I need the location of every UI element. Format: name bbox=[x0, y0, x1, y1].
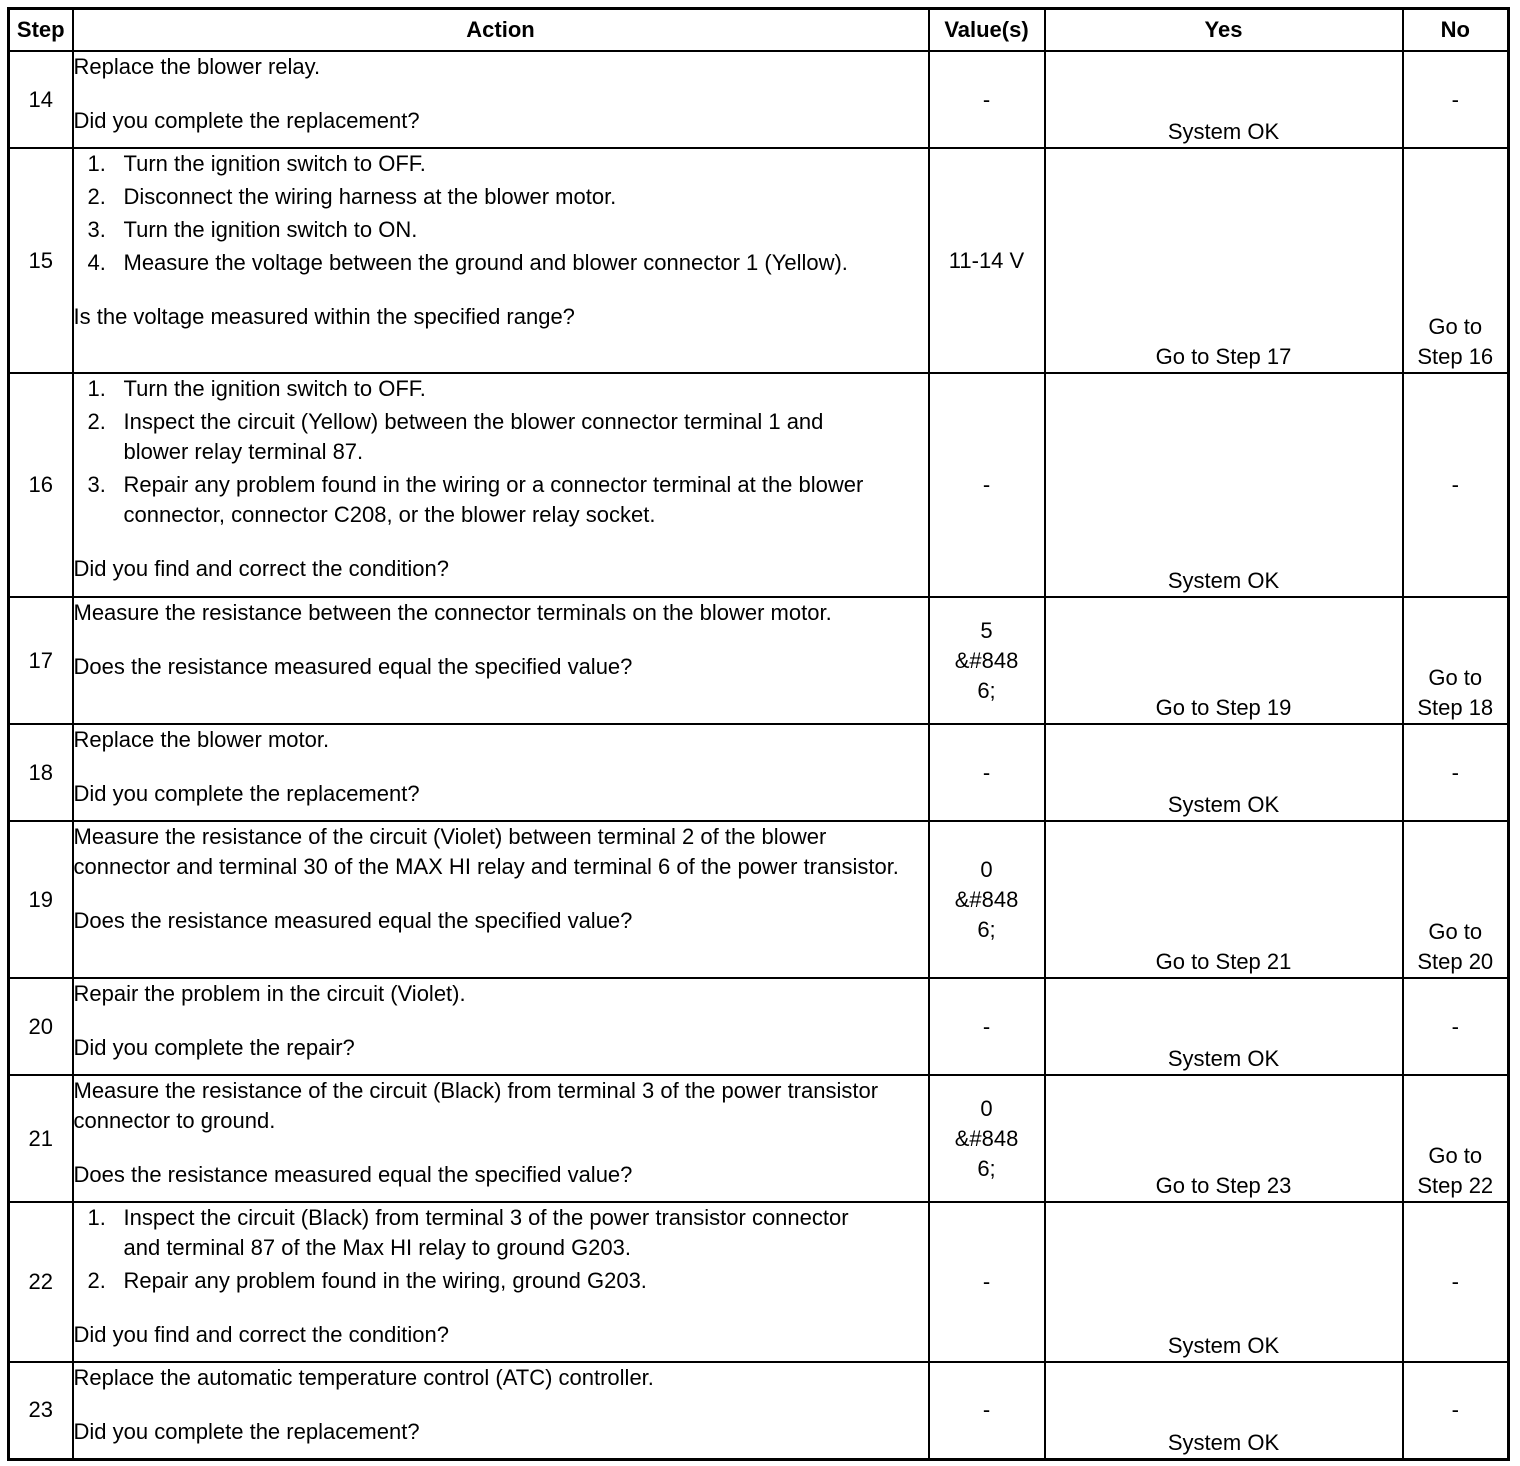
yes-cell: Go to Step 21 bbox=[1045, 821, 1403, 978]
header-no: No bbox=[1403, 9, 1509, 52]
table-row bbox=[9, 724, 1509, 821]
list-item-text: Disconnect the wiring harness at the blower motor. bbox=[123, 184, 617, 209]
action-question: Did you complete the replacement? bbox=[73, 781, 420, 806]
action-instruction: Replace the automatic temperature control (ATC) controller. bbox=[73, 1365, 654, 1390]
action-instruction: Replace the blower motor. bbox=[73, 727, 330, 752]
action-step-list bbox=[74, 1203, 928, 1296]
diagnostic-table-page bbox=[7, 7, 1507, 1461]
value-cell: 5 &#8486; bbox=[929, 597, 1045, 724]
table-header-row bbox=[9, 9, 1509, 52]
value-cell: - bbox=[929, 978, 1045, 1075]
action-question: Did you complete the replacement? bbox=[73, 108, 420, 133]
list-item-number: 3. bbox=[87, 217, 106, 242]
step-number: 21 bbox=[9, 1075, 73, 1202]
list-item bbox=[74, 182, 928, 212]
yes-cell: System OK bbox=[1045, 1362, 1403, 1459]
table-row bbox=[9, 51, 1509, 148]
list-item-text: Inspect the circuit (Yellow) between the blower connector terminal 1 and blower relay terminal 87. bbox=[123, 409, 824, 464]
no-cell: Go to Step 20 bbox=[1403, 821, 1509, 978]
yes-cell: Go to Step 19 bbox=[1045, 597, 1403, 724]
action-question: Does the resistance measured equal the specified value? bbox=[73, 654, 633, 679]
action-instruction: Measure the resistance between the connector terminals on the blower motor. bbox=[73, 600, 832, 625]
yes-cell: System OK bbox=[1045, 1202, 1403, 1362]
step-number: 19 bbox=[9, 821, 73, 978]
list-item bbox=[74, 407, 928, 467]
list-item-number: 1. bbox=[87, 376, 106, 401]
step-number: 18 bbox=[9, 724, 73, 821]
value-cell: - bbox=[929, 51, 1045, 148]
list-item-number: 2. bbox=[87, 409, 106, 434]
yes-cell: System OK bbox=[1045, 51, 1403, 148]
table-row bbox=[9, 373, 1509, 597]
list-item-text: Repair any problem found in the wiring or a connector terminal at the blower connector, connector C208, or the blower relay socket. bbox=[123, 472, 864, 527]
list-item-text: Turn the ignition switch to OFF. bbox=[123, 376, 426, 401]
no-cell: - bbox=[1403, 724, 1509, 821]
step-number: 15 bbox=[9, 148, 73, 373]
no-cell: - bbox=[1403, 1202, 1509, 1362]
action-instruction: Repair the problem in the circuit (Violet). bbox=[73, 981, 466, 1006]
no-cell: Go to Step 16 bbox=[1403, 148, 1509, 373]
list-item bbox=[74, 215, 928, 245]
action-question: Did you find and correct the condition? bbox=[73, 1322, 449, 1347]
step-number: 14 bbox=[9, 51, 73, 148]
list-item bbox=[74, 374, 928, 404]
header-yes: Yes bbox=[1045, 9, 1403, 52]
action-cell bbox=[73, 148, 929, 373]
list-item-text: Inspect the circuit (Black) from terminal 3 of the power transistor connector and terminal 87 of the Max HI relay to ground G203. bbox=[123, 1205, 849, 1260]
list-item-number: 3. bbox=[87, 472, 106, 497]
yes-cell: System OK bbox=[1045, 373, 1403, 597]
table-row bbox=[9, 148, 1509, 373]
action-cell bbox=[73, 373, 929, 597]
value-cell: - bbox=[929, 1362, 1045, 1459]
action-step-list bbox=[74, 149, 928, 278]
step-number: 16 bbox=[9, 373, 73, 597]
action-cell bbox=[73, 1362, 929, 1459]
value-cell: - bbox=[929, 373, 1045, 597]
list-item bbox=[74, 1203, 928, 1263]
list-item-number: 2. bbox=[87, 184, 106, 209]
no-cell: - bbox=[1403, 1362, 1509, 1459]
header-values: Value(s) bbox=[929, 9, 1045, 52]
action-question: Did you complete the repair? bbox=[73, 1035, 355, 1060]
list-item bbox=[74, 248, 928, 278]
action-question: Did you complete the replacement? bbox=[73, 1419, 420, 1444]
action-cell bbox=[73, 597, 929, 724]
yes-cell: Go to Step 17 bbox=[1045, 148, 1403, 373]
action-cell bbox=[73, 51, 929, 148]
action-cell bbox=[73, 1202, 929, 1362]
header-action: Action bbox=[73, 9, 929, 52]
action-question: Does the resistance measured equal the specified value? bbox=[73, 908, 633, 933]
table-row bbox=[9, 1075, 1509, 1202]
table-row bbox=[9, 821, 1509, 978]
list-item-text: Turn the ignition switch to OFF. bbox=[123, 151, 426, 176]
value-cell: 0 &#8486; bbox=[929, 821, 1045, 978]
action-cell bbox=[73, 978, 929, 1075]
action-step-list bbox=[74, 374, 928, 530]
list-item-number: 1. bbox=[87, 1205, 106, 1230]
action-instruction: Replace the blower relay. bbox=[73, 54, 321, 79]
list-item-number: 4. bbox=[87, 250, 106, 275]
yes-cell: System OK bbox=[1045, 724, 1403, 821]
list-item bbox=[74, 470, 928, 530]
value-cell: - bbox=[929, 1202, 1045, 1362]
table-row bbox=[9, 1202, 1509, 1362]
no-cell: Go to Step 18 bbox=[1403, 597, 1509, 724]
list-item bbox=[74, 1266, 928, 1296]
no-cell: - bbox=[1403, 373, 1509, 597]
no-cell: - bbox=[1403, 51, 1509, 148]
action-cell bbox=[73, 821, 929, 978]
action-cell bbox=[73, 1075, 929, 1202]
action-question: Does the resistance measured equal the specified value? bbox=[73, 1162, 633, 1187]
yes-cell: System OK bbox=[1045, 978, 1403, 1075]
list-item-number: 2. bbox=[87, 1268, 106, 1293]
no-cell: Go to Step 22 bbox=[1403, 1075, 1509, 1202]
value-cell: - bbox=[929, 724, 1045, 821]
step-number: 20 bbox=[9, 978, 73, 1075]
step-number: 22 bbox=[9, 1202, 73, 1362]
step-number: 23 bbox=[9, 1362, 73, 1459]
list-item-text: Turn the ignition switch to ON. bbox=[123, 217, 418, 242]
list-item bbox=[74, 149, 928, 179]
list-item-text: Measure the voltage between the ground and blower connector 1 (Yellow). bbox=[123, 250, 848, 275]
header-step: Step bbox=[9, 9, 73, 52]
table-row bbox=[9, 597, 1509, 724]
table-row bbox=[9, 978, 1509, 1075]
yes-cell: Go to Step 23 bbox=[1045, 1075, 1403, 1202]
value-cell: 0 &#8486; bbox=[929, 1075, 1045, 1202]
diagnostic-steps-table bbox=[7, 7, 1510, 1461]
action-question: Is the voltage measured within the specified range? bbox=[73, 304, 575, 329]
value-cell: 11-14 V bbox=[929, 148, 1045, 373]
action-question: Did you find and correct the condition? bbox=[73, 556, 449, 581]
step-number: 17 bbox=[9, 597, 73, 724]
action-cell bbox=[73, 724, 929, 821]
no-cell: - bbox=[1403, 978, 1509, 1075]
list-item-number: 1. bbox=[87, 151, 106, 176]
action-instruction: Measure the resistance of the circuit (Violet) between terminal 2 of the blower connector and terminal 30 of the MAX HI relay and terminal 6 of the power transistor. bbox=[73, 824, 899, 879]
action-instruction: Measure the resistance of the circuit (Black) from terminal 3 of the power transistor connector to ground. bbox=[73, 1078, 879, 1133]
table-row bbox=[9, 1362, 1509, 1459]
list-item-text: Repair any problem found in the wiring, ground G203. bbox=[123, 1268, 647, 1293]
